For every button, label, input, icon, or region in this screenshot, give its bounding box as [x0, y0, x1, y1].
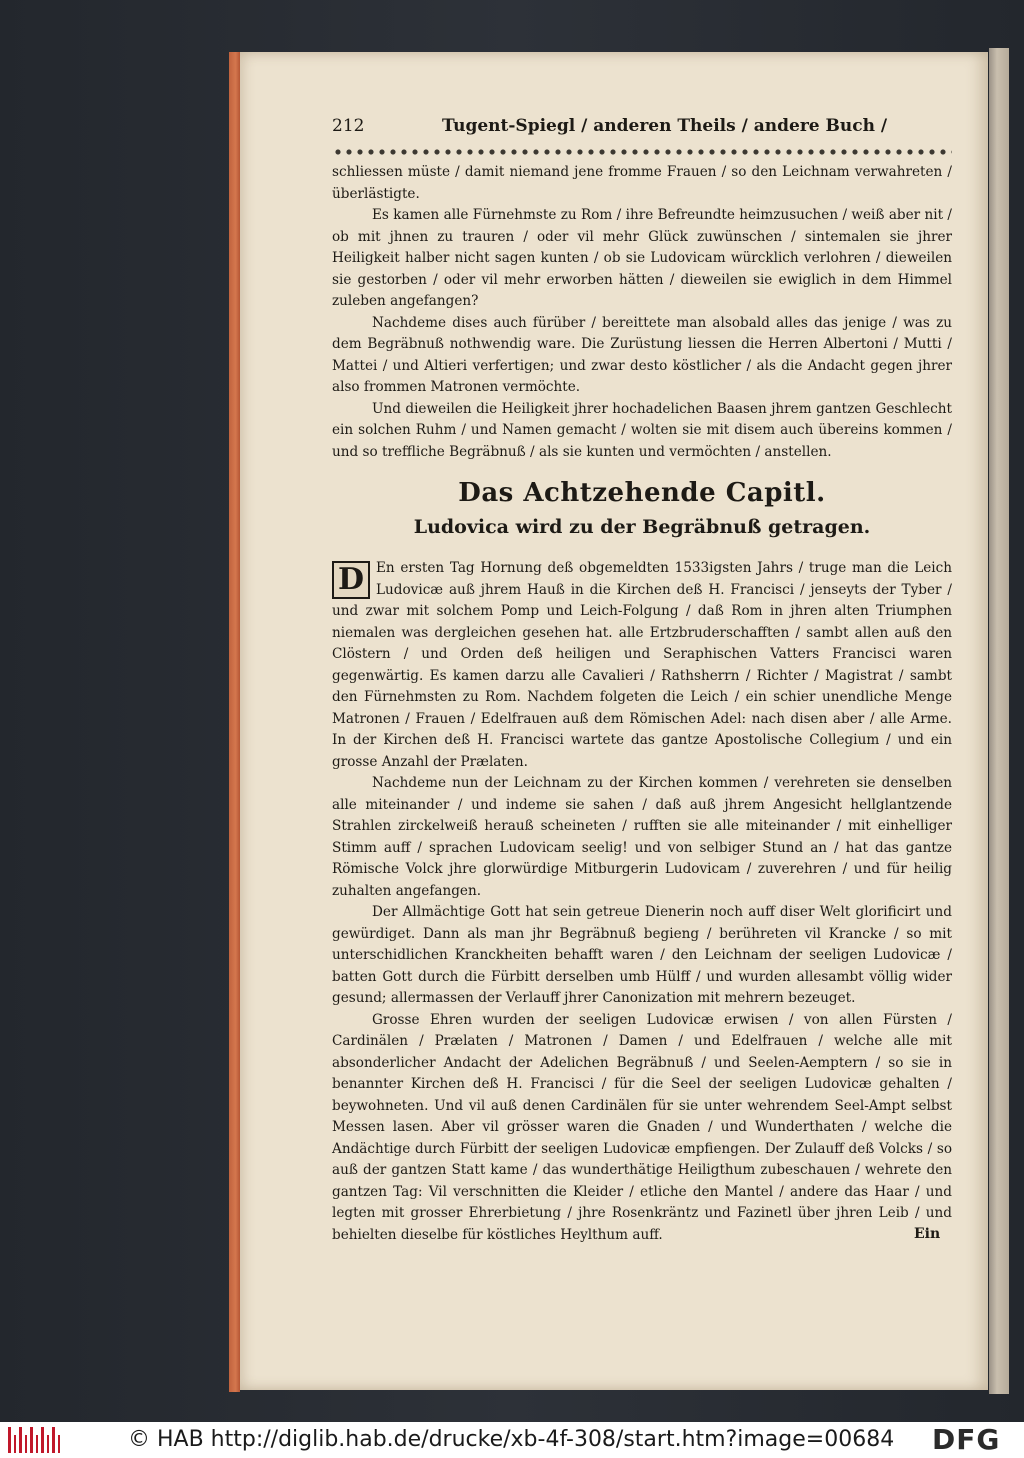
page-header — [332, 116, 952, 144]
catchword: Ein — [914, 1226, 941, 1242]
paragraph-4: Und dieweilen die Heiligkeit jhrer hochadelichen Baasen jhrem gantzen Geschlecht ein solchen Ruhm / und Namen gemacht / wolten sie mit disem auch übereins kommen / und so treffliche Begräbnuß / als sie kunten und vermöchten / anstellen. — [332, 400, 952, 460]
paragraph-3: Nachdeme dises auch fürüber / bereittete man alsobald alles das jenige / was zu dem Begräbnuß nothwendig ware. Die Zurüstung liessen die Herren Albertoni / Mutti / Mattei / und Altieri verfertigen; und zwar desto köstlicher / als die Andacht gegen jhrer also frommen Matronen vermöchte. — [332, 314, 952, 395]
paragraph-6: Nachdeme nun der Leichnam zu der Kirchen kommen / verehreten sie denselben alle miteinander / und indeme sie sahen / daß auß jhrem Angesicht hellglantzende Strahlen zirckelweiß herauß scheineten / rufften sie alle miteinander / mit einhelliger Stimm auff / sprachen Ludovicam seelig! und von selbiger Stund an / hat das gantze Römische Volck jhre glorwürdige Mitburgerin Ludovicam / zuverehren / und für heilig zuhalten angefangen. — [332, 775, 952, 899]
paragraph-5-text: En ersten Tag Hornung deß obgemeldten 1533igsten Jahrs / truge man die Leich Ludovicæ auß jhrem Hauß in die Kirchen deß H. Francisci / jenseyts der Tyber / und zwar mit solchem Pomp und Leich-Folgung / daß Rom in jhren alten Triumphen niemalen was dergleichen gesehen hat. alle Ertzbruderschafften / sambt allen auß den Clöstern / und Orden deß heiligen und Seraphischen Vatters Francisci waren gegenwärtig. Es kamen darzu alle Cavalieri / Rathsherrn / Richter / Magistrat / sambt den Fürnehmsten zu Rom. Nachdem folgeten die Leich / ein schier unendliche Menge Matronen / Frauen / Edelfrauen auß dem Römischen Adel: nach disen aber / alle Arme. In der Kirchen deß H. Francisci wartete das gantze Apostolische Collegium / und ein grosse Anzahl der Prælaten. — [332, 560, 952, 770]
decorated-initial: D — [332, 561, 370, 599]
chapter-subtitle: Ludovica wird zu der Begräbnuß getragen. — [413, 516, 871, 538]
running-head: Tugent-Spiegl / anderen Theils / andere Buch / — [442, 116, 888, 136]
paragraph-7: Der Allmächtige Gott hat sein getreue Dienerin noch auff diser Welt glorificirt und gewürdiget. Dann als man jhr Begräbnuß begieng / berühreten vil Krancke / so mit unterschidlichen Kranckheiten behafft waren / den Leichnam der seeligen Ludovicæ / batten Gott durch die Fürbitt derselben umb Hülff / und wurden allesambt völlig wider gesund; allermassen der Verlauff jhrer Canonization mit mehrern bezeuget. — [332, 904, 952, 1006]
next-page-edge — [989, 48, 1009, 1394]
text-block-main — [332, 558, 952, 1246]
paragraph-5 — [332, 558, 952, 773]
chapter-title: Das Achtzehende Capitl. — [458, 478, 826, 508]
text-block-top — [332, 162, 952, 463]
footer-bar — [0, 1422, 1024, 1458]
page-edge — [229, 52, 240, 1392]
dfg-logo-icon[interactable]: DFG — [932, 1423, 1001, 1456]
paragraph-2: Es kamen alle Fürnehmste zu Rom / ihre Befreundte heimzusuchen / weiß aber nit / ob mit jhnen zu trauren / oder vil mehr Glück zuwünschen / sintemalen sie jhrer Heiligkeit halber nicht sagen kunten / ob sie Ludovicam würcklich verlohren / dieweilen sie gestorben / oder vil mehr erworben hätten / dieweilen sie ewiglich in dem Himmel zuleben angefangen? — [332, 207, 952, 309]
page-number: 212 — [332, 116, 365, 136]
paragraph-8: Grosse Ehren wurden der seeligen Ludovicæ erwisen / von allen Fürsten / Cardinälen / Prælaten / Matronen / Damen / und Edelfrauen / welche alle mit absonderlicher Andacht der Adelichen Begräbnuß / und Seelen-Aemptern / so sie in benannter Kirchen deß H. Francisci / für die Seel der seeligen Ludovicæ gehalten / beywohneten. Und vil auß denen Cardinälen für sie unter wehrendem Seel-Ampt selbst Messen lasen. Aber vil grösser waren die Gnaden / und Wunderthaten / welche die Andächtige durch Fürbitt der seeligen Ludovicæ empfiengen. Der Zulauff deß Volcks / so auß der gantzen Statt kame / das wunderthätige Heiligthum zubeschauen / wehrete den gantzen Tag: Vil verschnitten die Kleider / etliche den Mantel / andere das Haar / und legten mit grosser Ehrerbietung / jhre Rosenkräntz und Fazinetl über jhren Leib / und behielten dieselbe für köstliches Heylthum auff. — [332, 1011, 952, 1243]
source-link[interactable]: © HAB http://diglib.hab.de/drucke/xb-4f-308/start.htm?image=00684 — [128, 1427, 895, 1452]
paragraph-1: schliessen müste / damit niemand jene fromme Frauen / so den Leichnam verwahreten / überlästigte. — [332, 164, 952, 202]
ornament-divider — [332, 146, 952, 158]
hab-barcode-logo-icon[interactable] — [8, 1427, 60, 1453]
